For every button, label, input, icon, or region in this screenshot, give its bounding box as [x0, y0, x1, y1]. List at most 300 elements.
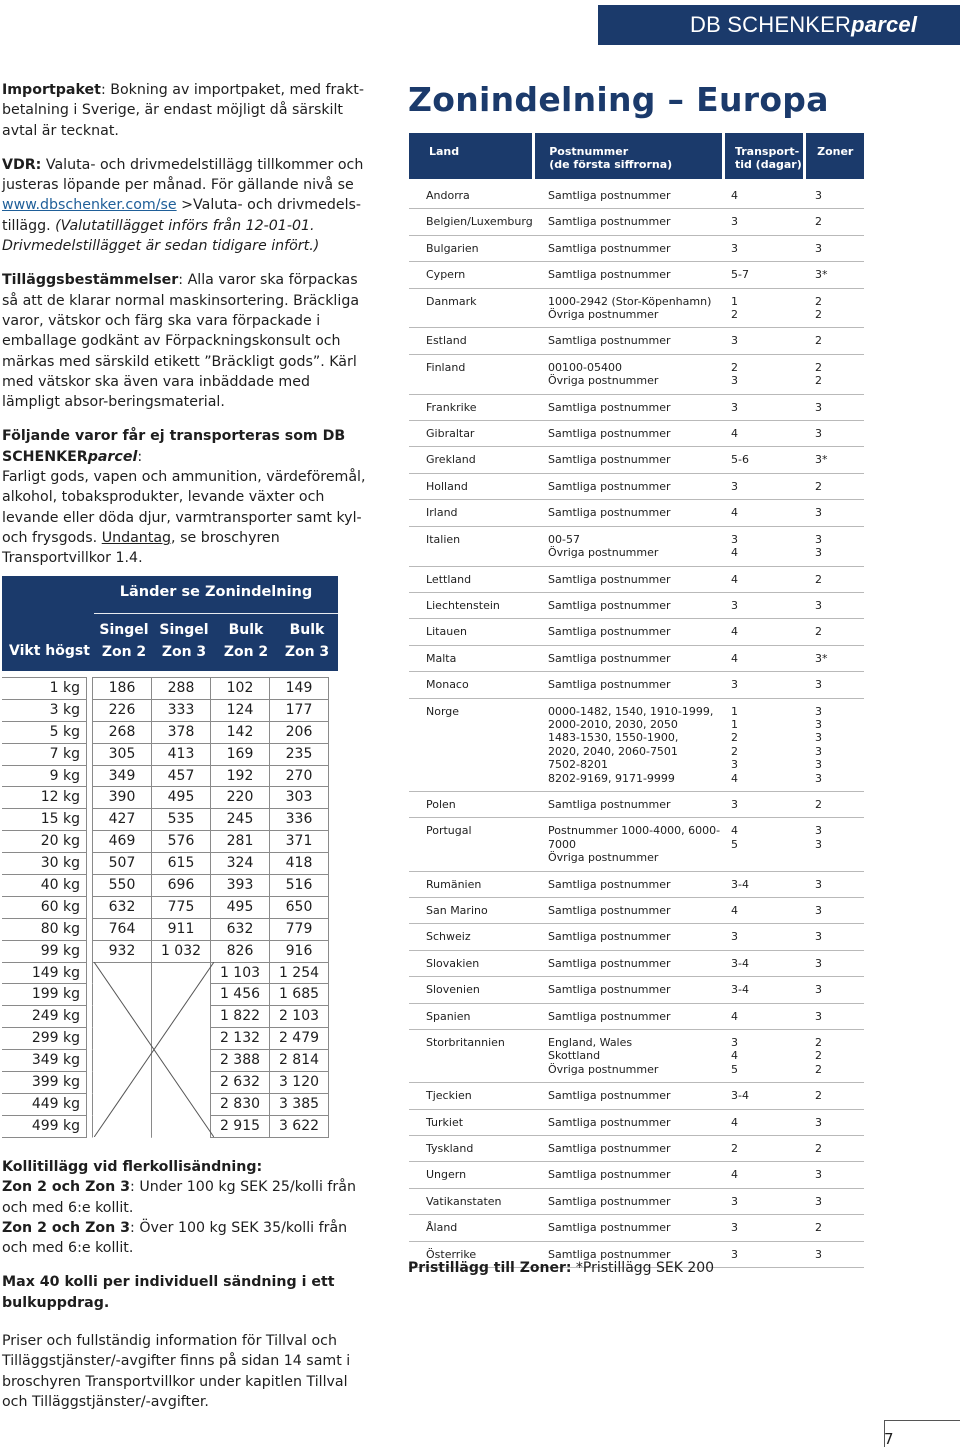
- price-cell: 149: [269, 677, 329, 700]
- zone-tid: [727, 242, 809, 255]
- zone-country: San Marino: [426, 904, 488, 917]
- zone-row: [409, 1215, 864, 1241]
- zone-country: Holland: [426, 479, 468, 493]
- zone-post: [536, 599, 727, 612]
- zone-row: [409, 619, 864, 645]
- zone-country: Bulgarien: [426, 241, 479, 255]
- zone-zon-line: 2: [815, 1089, 822, 1103]
- zone-post: [536, 824, 727, 864]
- zone-tid-line: 5-7: [731, 268, 749, 282]
- zone-tid: [727, 573, 809, 586]
- zone-post-line: Samtliga postnummer: [548, 956, 671, 970]
- zone-tid: [727, 1010, 809, 1023]
- price-cell: 3 385: [269, 1093, 329, 1116]
- zone-post: [536, 878, 727, 891]
- zone-tid: [727, 1116, 809, 1129]
- forbjudna-label-italic: parcel: [87, 448, 138, 465]
- zone-post-line: 0000-1482, 1540, 1910-1999,: [548, 704, 714, 718]
- zone-tid-line: 4: [731, 546, 738, 560]
- zone-post: [536, 1036, 727, 1076]
- zone-post-line: Samtliga postnummer: [548, 1168, 671, 1182]
- zone-post: [536, 957, 727, 970]
- zone-post-line: Övriga postnummer: [548, 546, 659, 560]
- price-cell: 378: [151, 721, 211, 744]
- zone-zon: [809, 1089, 864, 1102]
- col-4-line2: Zon 3: [284, 644, 330, 660]
- dbschenker-link[interactable]: www.dbschenker.com/se: [2, 197, 177, 214]
- zone-zon: [809, 678, 864, 691]
- zone-country: Vatikanstaten: [426, 1194, 502, 1208]
- zone-country: Monaco: [426, 678, 469, 692]
- price-cell: 1 032: [151, 940, 211, 963]
- zone-post: [536, 268, 727, 281]
- zone-tid-line: 4: [731, 189, 738, 202]
- zone-zon: [809, 533, 864, 560]
- price-cell: 288: [151, 677, 211, 700]
- zone-post: [536, 652, 727, 665]
- zone-zon-line: 2: [815, 1049, 822, 1063]
- zone-tid-line: 3: [731, 1221, 738, 1235]
- zone-tid: [727, 798, 809, 811]
- zone-zon: [809, 1221, 864, 1234]
- price-cell: 550: [92, 874, 152, 897]
- zone-tid-line: 4: [731, 1115, 738, 1129]
- zone-zon-line: 2: [815, 1221, 822, 1235]
- zone-post: [536, 573, 727, 586]
- price-weight: 499 kg: [2, 1115, 87, 1138]
- zone-zon-line: 3: [815, 1168, 822, 1182]
- zone-tid-line: 2: [731, 731, 738, 745]
- zone-country: Storbritannien: [426, 1036, 505, 1050]
- price-row: [2, 699, 338, 721]
- zone-header-zoner: Zoner: [806, 133, 864, 179]
- zone-row: [409, 1004, 864, 1030]
- zone-post-line: Övriga postnummer: [548, 851, 659, 865]
- brand-name-parcel: parcel: [851, 12, 918, 37]
- footnote-text: *Pristillägg SEK 200: [571, 1260, 715, 1276]
- zone-tid: [727, 678, 809, 691]
- price-cell: 270: [269, 765, 329, 788]
- zone-tid-line: 4: [731, 1009, 738, 1023]
- zone-post: [536, 1010, 727, 1023]
- zone-table: [409, 133, 864, 1268]
- zone-zon-line: 3*: [815, 453, 828, 467]
- zone-post-line: Samtliga postnummer: [548, 904, 671, 917]
- zone-tid: [727, 1036, 809, 1076]
- price-cell: 102: [210, 677, 270, 700]
- price-table: [2, 576, 338, 1137]
- zone-tid: [727, 1221, 809, 1234]
- zone-tid-line: 1: [731, 704, 738, 718]
- zone-zon-line: 2: [815, 374, 822, 388]
- zone-zon-line: 3: [815, 506, 822, 520]
- price-weight: 9 kg: [2, 765, 87, 788]
- zone-post-line: Samtliga postnummer: [548, 215, 671, 229]
- zone-country: Rumänien: [426, 877, 482, 891]
- price-cell: 1 822: [210, 1005, 270, 1028]
- zone-zon-line: 3: [815, 704, 822, 718]
- price-cell: 336: [269, 808, 329, 831]
- zone-tid-line: 5: [731, 1062, 738, 1076]
- zone-post: [536, 625, 727, 638]
- zone-row: [409, 328, 864, 354]
- zone-row: [409, 951, 864, 977]
- price-weight: 349 kg: [2, 1049, 87, 1072]
- zone-post: [536, 427, 727, 440]
- price-row: [2, 896, 338, 918]
- zone-zon-line: 3: [815, 824, 822, 838]
- zone-tid-line: 3: [731, 797, 738, 811]
- brand-name: DB SCHENKER: [690, 12, 852, 37]
- price-cell: 911: [151, 918, 211, 941]
- zone-post-line: England, Wales: [548, 1036, 633, 1050]
- forbjudna-paragraph: [2, 426, 366, 568]
- price-cell: 3 120: [269, 1071, 329, 1094]
- zone-tid-line: 3: [731, 400, 738, 414]
- zone-post: [536, 930, 727, 943]
- zone-tid: [727, 1248, 809, 1261]
- price-cell: 1 685: [269, 983, 329, 1006]
- zone-tid-line: 3: [731, 532, 738, 546]
- zone-zon: [809, 506, 864, 519]
- zone-zon-line: 3: [815, 400, 822, 414]
- price-cell: 457: [151, 765, 211, 788]
- zone-country: Cypern: [426, 268, 466, 282]
- zone-tid: [727, 427, 809, 440]
- zone-post-line: Samtliga postnummer: [548, 598, 671, 612]
- zone-table-rows: [409, 183, 864, 1268]
- col-header-4: [277, 619, 337, 663]
- weight-header: Vikt högst: [9, 643, 90, 659]
- price-cell: 576: [151, 830, 211, 853]
- price-cell: 932: [92, 940, 152, 963]
- zone-country: Portugal: [426, 824, 472, 838]
- col-3-line2: Zon 2: [223, 644, 269, 660]
- zone-row: [409, 567, 864, 593]
- zone-row: [409, 236, 864, 262]
- zone-post-line: Samtliga postnummer: [548, 572, 671, 586]
- price-cell: 916: [269, 940, 329, 963]
- zone-country: Lettland: [426, 572, 472, 586]
- zone-post-line: Samtliga postnummer: [548, 1194, 671, 1208]
- price-cell: 142: [210, 721, 270, 744]
- zone-tid: [727, 268, 809, 281]
- kolli-z2-text: : Över 100 kg SEK 35/kolli från och med 6:e kollit.: [2, 1219, 348, 1257]
- tillagg-text: : Alla varor ska förpackas så att de klarar normal maskinsortering. Bräckliga varor, vätskor och färg ska vara förpackade i emballage godkänt av Förpackningskonsult och märkas med särskild etikett ”Bräckligt gods”. Kärl med vätskor ska även vara inbäddade med lämpligt absor-beringsmaterial.: [2, 272, 360, 411]
- price-cell: 235: [269, 743, 329, 766]
- zone-row: [409, 527, 864, 567]
- zone-post: [536, 506, 727, 519]
- col-2-line2: Zon 3: [161, 644, 207, 660]
- zone-tid-line: 3: [731, 1036, 738, 1050]
- zone-country: Tjeckien: [426, 1089, 472, 1103]
- zone-tid-line: 3: [731, 758, 738, 772]
- zone-table-header: [409, 133, 864, 179]
- zone-zon: [809, 215, 864, 228]
- price-weight: 1 kg: [2, 677, 87, 700]
- zone-post-line: 2020, 2040, 2060-7501: [548, 744, 678, 758]
- zone-zon-line: 3: [815, 1009, 822, 1023]
- zone-zon-line: 2: [815, 797, 822, 811]
- zone-zon: [809, 189, 864, 202]
- price-cell: 305: [92, 743, 152, 766]
- zone-zon: [809, 652, 864, 665]
- undantag-rest: , se broschyren Transportvillkor 1.4.: [2, 529, 280, 567]
- zone-post-line: 00-57: [548, 532, 580, 546]
- zone-tid: [727, 453, 809, 466]
- price-cell: 516: [269, 874, 329, 897]
- vdr-text: Valuta- och drivmedelstillägg tillkommer och justeras löpande per månad. För gällande nivå se: [2, 156, 364, 194]
- zone-tid-line: 4: [731, 651, 738, 665]
- zone-country: Liechtenstein: [426, 598, 500, 612]
- left-column: [2, 80, 366, 593]
- zone-row: [409, 646, 864, 672]
- price-cell: 469: [92, 830, 152, 853]
- zone-row: [409, 898, 864, 924]
- zone-country: Frankrike: [426, 400, 477, 414]
- price-weight: 30 kg: [2, 852, 87, 875]
- zone-zon: [809, 453, 864, 466]
- zone-tid-line: 4: [731, 506, 738, 520]
- zone-country: Danmark: [426, 294, 477, 308]
- price-row: [2, 830, 338, 852]
- zone-tid-line: 4: [731, 625, 738, 639]
- zone-header-post: [535, 133, 722, 179]
- zone-country: Tyskland: [426, 1142, 474, 1156]
- zone-tid-line: 2: [731, 308, 738, 322]
- zone-post-line: Samtliga postnummer: [548, 651, 671, 665]
- zone-row: [409, 1110, 864, 1136]
- zone-row: [409, 289, 864, 329]
- zone-tid: [727, 401, 809, 414]
- price-cell: 632: [92, 896, 152, 919]
- zone-tid-line: 3: [731, 241, 738, 255]
- zone-zon-line: 2: [815, 572, 822, 586]
- kolli-max: [2, 1272, 366, 1313]
- zone-row: [409, 395, 864, 421]
- zone-tid-line: 3: [731, 598, 738, 612]
- zone-zon: [809, 268, 864, 281]
- zone-post-line: Samtliga postnummer: [548, 189, 671, 202]
- price-weight: 12 kg: [2, 786, 87, 809]
- price-cell: 226: [92, 699, 152, 722]
- kolli-z1-text: : Under 100 kg SEK 25/kolli från och med 6:e kollit.: [2, 1179, 356, 1216]
- zone-tid: [727, 215, 809, 228]
- zone-tid: [727, 824, 809, 864]
- zone-zon-line: 3: [815, 983, 822, 997]
- tillagg-paragraph: [2, 270, 366, 412]
- price-cell: 281: [210, 830, 270, 853]
- price-cell: 268: [92, 721, 152, 744]
- zone-zon: [809, 1010, 864, 1023]
- zone-post-line: 7502-8201: [548, 758, 608, 772]
- zone-row: [409, 1189, 864, 1215]
- zone-zon-line: 2: [815, 334, 822, 348]
- zone-country: Polen: [426, 797, 456, 811]
- zone-zon: [809, 334, 864, 347]
- price-cell: 2 814: [269, 1049, 329, 1072]
- price-cell: 696: [151, 874, 211, 897]
- zone-country: Irland: [426, 506, 458, 520]
- zone-post-line: Samtliga postnummer: [548, 930, 671, 944]
- zone-zon-line: 2: [815, 1036, 822, 1050]
- zone-zon-line: 3: [815, 427, 822, 441]
- zone-header-tid-l1: Transport-: [734, 145, 800, 158]
- zone-post-line: Samtliga postnummer: [548, 1009, 671, 1023]
- kolli-section: [2, 1157, 366, 1313]
- col-2-line1: Singel: [159, 622, 209, 638]
- price-weight: 5 kg: [2, 721, 87, 744]
- zone-post-line: 2000-2010, 2030, 2050: [548, 717, 678, 731]
- zone-tid-line: 4: [731, 1168, 738, 1182]
- zone-row: [409, 421, 864, 447]
- zone-post-line: 1483-1530, 1550-1900,: [548, 731, 679, 745]
- zone-zon: [809, 930, 864, 943]
- zone-row: [409, 872, 864, 898]
- price-weight: 99 kg: [2, 940, 87, 963]
- zone-post: [536, 1221, 727, 1234]
- zone-zon-line: 3: [815, 771, 822, 785]
- undantag-text: Undantag: [101, 529, 172, 546]
- price-cell: 2 915: [210, 1115, 270, 1138]
- zone-zon-line: 2: [815, 625, 822, 639]
- forbjudna-label: Följande varor får ej transporteras som DB SCHENKER: [2, 428, 346, 465]
- price-cell: 245: [210, 808, 270, 831]
- price-row: [2, 852, 338, 874]
- zone-post-line: Samtliga postnummer: [548, 797, 671, 811]
- zone-tid: [727, 1195, 809, 1208]
- price-cell: 2 479: [269, 1027, 329, 1050]
- zone-tid: [727, 983, 809, 996]
- zone-zon-line: 3: [815, 1247, 822, 1261]
- zone-zon: [809, 1142, 864, 1155]
- zone-post-line: Samtliga postnummer: [548, 427, 671, 441]
- zone-header-land: Land: [409, 133, 532, 179]
- price-cell: 1 103: [210, 962, 270, 985]
- zone-zon: [809, 983, 864, 996]
- price-table-header: [2, 576, 338, 671]
- price-cell: 206: [269, 721, 329, 744]
- zone-zon: [809, 401, 864, 414]
- zone-country: Spanien: [426, 1009, 471, 1023]
- import-text: : Bokning av importpaket, med frakt-betalning i Sverige, är endast möjligt då särskilt avtal är tecknat.: [2, 82, 364, 139]
- zone-post-line: 8202-9169, 9171-9999: [548, 771, 675, 785]
- price-cell: 413: [151, 743, 211, 766]
- price-weight: 449 kg: [2, 1093, 87, 1116]
- tillagg-label: Tilläggsbestämmelser: [2, 272, 179, 289]
- zone-post-line: Samtliga postnummer: [548, 334, 671, 348]
- page-number: 7: [884, 1430, 894, 1447]
- zone-post: [536, 798, 727, 811]
- zone-post: [536, 1116, 727, 1129]
- zone-country: Grekland: [426, 453, 476, 467]
- price-cell: 220: [210, 786, 270, 809]
- price-cell: 826: [210, 940, 270, 963]
- zone-zon-line: 3: [815, 546, 822, 560]
- zone-country: Malta: [426, 651, 457, 665]
- zone-zon: [809, 957, 864, 970]
- zone-post-line: Samtliga postnummer: [548, 453, 671, 467]
- zone-post-line: Samtliga postnummer: [548, 1089, 671, 1103]
- zone-tid-line: 4: [731, 572, 738, 586]
- zone-tid-line: 4: [731, 771, 738, 785]
- not-available-cross: [94, 962, 214, 1137]
- price-weight: 80 kg: [2, 918, 87, 941]
- zone-post: [536, 242, 727, 255]
- price-cell: 1 254: [269, 962, 329, 985]
- zone-country: Ungern: [426, 1168, 467, 1182]
- zone-row: [409, 1162, 864, 1188]
- kolli-zon-under: [2, 1177, 366, 1218]
- zone-post-line: Övriga postnummer: [548, 1062, 659, 1076]
- zone-header-post-l1: Postnummer: [549, 145, 629, 158]
- price-weight: 7 kg: [2, 743, 87, 766]
- zone-post: [536, 904, 727, 917]
- price-cell: 632: [210, 918, 270, 941]
- col-header-2: [154, 619, 214, 663]
- price-cell: 2 132: [210, 1027, 270, 1050]
- zone-header: Länder se Zonindelning: [119, 584, 313, 600]
- zone-tid: [727, 625, 809, 638]
- zone-post-line: Samtliga postnummer: [548, 400, 671, 414]
- zone-post-line: Övriga postnummer: [548, 374, 659, 388]
- zone-post-line: Samtliga postnummer: [548, 506, 671, 520]
- zone-zon-line: 3: [815, 837, 822, 851]
- price-cell: 186: [92, 677, 152, 700]
- import-label: Importpaket: [2, 82, 101, 98]
- price-weight: 3 kg: [2, 699, 87, 722]
- zone-tid: [727, 295, 809, 322]
- zone-tid-line: 3: [731, 334, 738, 348]
- zone-post: [536, 1195, 727, 1208]
- vdr-italic-note: (Valutatillägget införs från 12-01-01. Drivmedelstillägget är sedan tidigare infört.): [2, 217, 320, 255]
- zone-post: [536, 1089, 727, 1102]
- zone-post: [536, 334, 727, 347]
- zone-row: [409, 593, 864, 619]
- price-cell: 324: [210, 852, 270, 875]
- price-cell: 393: [210, 874, 270, 897]
- price-row: [2, 918, 338, 940]
- zone-post-line: Samtliga postnummer: [548, 877, 671, 891]
- price-cell: 1 456: [210, 983, 270, 1006]
- zone-zon-line: 3: [815, 532, 822, 546]
- zone-country: Belgien/Luxemburg: [426, 215, 533, 229]
- vdr-text2: >Valuta- och drivmedels-tillägg.: [2, 197, 362, 234]
- zone-tid-line: 3: [731, 479, 738, 493]
- zone-post-line: Samtliga postnummer: [548, 479, 671, 493]
- price-cell: 2 632: [210, 1071, 270, 1094]
- price-cell: 495: [151, 786, 211, 809]
- col-header-1: [94, 619, 154, 663]
- zone-zon-line: 3: [815, 717, 822, 731]
- price-weight: 20 kg: [2, 830, 87, 853]
- price-cell: 775: [151, 896, 211, 919]
- kolli-z1-label: Zon 2 och Zon 3: [2, 1179, 131, 1196]
- zone-zon: [809, 361, 864, 388]
- zone-zon-line: 2: [815, 294, 822, 308]
- price-cell: 349: [92, 765, 152, 788]
- forbjudna-colon: :: [137, 448, 143, 465]
- zone-post: [536, 401, 727, 414]
- price-row: [2, 677, 338, 699]
- zone-zon-line: 3: [815, 877, 822, 891]
- zone-zon-line: 3: [815, 598, 822, 612]
- zone-zon: [809, 1116, 864, 1129]
- zone-post: [536, 1168, 727, 1181]
- zone-zon: [809, 798, 864, 811]
- zone-post-line: Samtliga postnummer: [548, 678, 671, 692]
- zone-post: [536, 983, 727, 996]
